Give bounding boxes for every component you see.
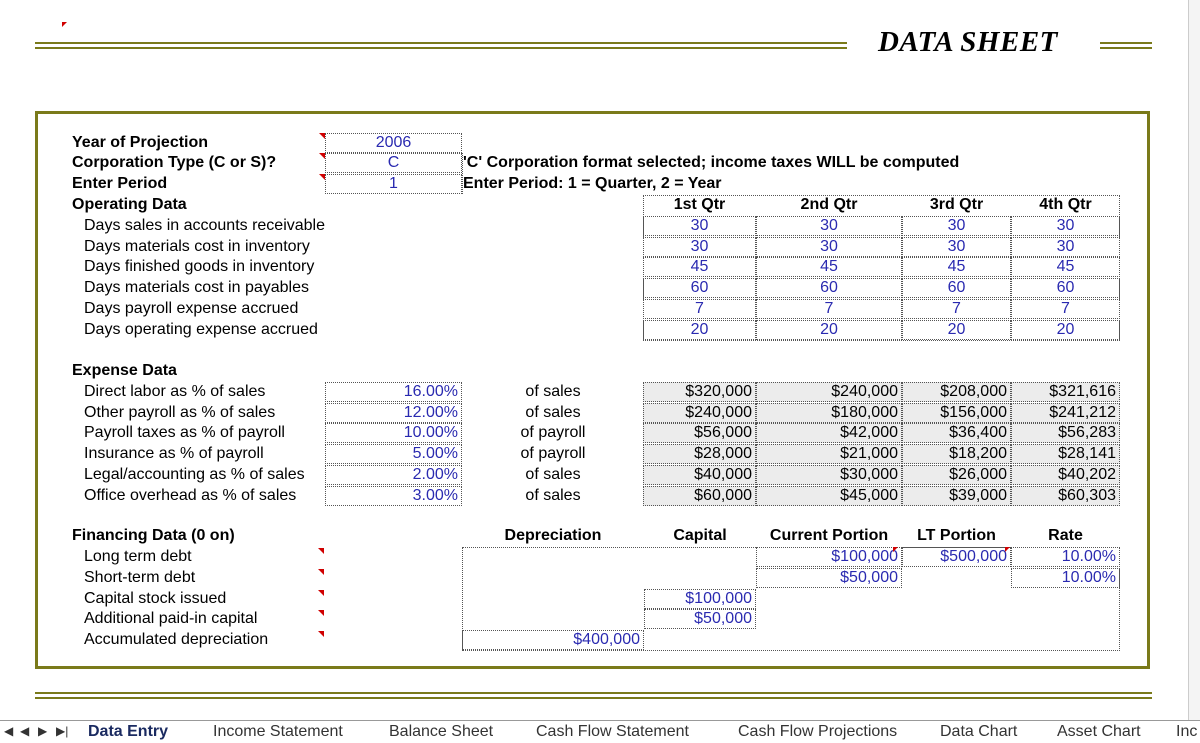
operating-row-label: Days finished goods in inventory — [84, 258, 315, 276]
operating-value-cell[interactable]: 20 — [902, 320, 1011, 340]
operating-value-cell[interactable]: 30 — [756, 237, 902, 257]
expense-value-cell: $21,000 — [756, 444, 902, 464]
expense-value-cell: $39,000 — [902, 486, 1011, 506]
operating-value-cell[interactable]: 30 — [902, 237, 1011, 257]
expense-pct-input[interactable]: 12.00% — [325, 403, 462, 423]
expense-value-cell: $26,000 — [902, 465, 1011, 485]
expense-value-cell: $56,283 — [1011, 423, 1120, 443]
qtr4-header: 4th Qtr — [1039, 196, 1092, 213]
expense-value-cell: $30,000 — [756, 465, 902, 485]
operating-value-cell[interactable]: 7 — [756, 299, 902, 319]
operating-value-cell[interactable]: 30 — [902, 216, 1011, 236]
expense-pct-input[interactable]: 5.00% — [325, 444, 462, 464]
capital-stock-input[interactable]: $100,000 — [644, 589, 756, 609]
expense-value-cell: $60,000 — [643, 486, 756, 506]
title-rule-right-2 — [1100, 47, 1152, 49]
operating-value-cell[interactable]: 30 — [643, 216, 756, 236]
long-term-debt-label: Long term debt — [84, 548, 192, 565]
qtr2-header: 2nd Qtr — [800, 196, 858, 213]
operating-value-cell[interactable]: 7 — [1011, 299, 1120, 319]
depreciation-header: Depreciation — [504, 527, 602, 544]
expense-basis-label: of payroll — [520, 445, 586, 463]
tab-income-statement[interactable]: Income Statement — [213, 723, 343, 740]
paid-in-capital-input[interactable]: $50,000 — [644, 609, 756, 629]
comment-marker — [318, 631, 324, 637]
first-sheet-icon[interactable]: ◀ — [4, 724, 14, 738]
capital-header: Capital — [673, 527, 727, 544]
long-term-debt-rate[interactable]: 10.00% — [1011, 547, 1120, 567]
enter-period-label: Enter Period — [72, 175, 168, 192]
lt-portion-header: LT Portion — [917, 527, 996, 544]
operating-value-cell[interactable]: 60 — [643, 278, 756, 298]
expense-value-cell: $45,000 — [756, 486, 902, 506]
expense-basis-label: of sales — [525, 383, 581, 400]
operating-row-label: Days payroll expense accrued — [84, 299, 299, 317]
operating-value-cell[interactable]: 20 — [756, 320, 902, 340]
expense-pct-input[interactable]: 3.00% — [325, 486, 462, 506]
expense-value-cell: $320,000 — [643, 382, 756, 402]
expense-value-cell: $40,202 — [1011, 465, 1120, 485]
tab-balance-sheet[interactable]: Balance Sheet — [389, 723, 494, 740]
comment-marker — [1005, 547, 1010, 552]
corporation-type-label: Corporation Type (C or S)? — [72, 154, 277, 171]
expense-row-label: Other payroll as % of sales — [84, 403, 276, 421]
operating-value-cell[interactable]: 60 — [902, 278, 1011, 298]
operating-row-label: Days operating expense accrued — [84, 320, 318, 338]
operating-value-cell[interactable]: 20 — [1011, 320, 1120, 340]
comment-marker — [318, 590, 324, 596]
tab-data-chart[interactable]: Data Chart — [940, 723, 1018, 740]
operating-row-label: Days materials cost in payables — [84, 279, 309, 297]
comment-marker — [318, 610, 324, 616]
bottom-rule-2 — [35, 697, 1152, 699]
expense-basis-label: of sales — [525, 486, 581, 504]
expense-value-cell: $60,303 — [1011, 486, 1120, 506]
expense-row-label: Payroll taxes as % of payroll — [84, 424, 285, 442]
operating-row-label: Days sales in accounts receivable — [84, 217, 326, 234]
rate-header: Rate — [1048, 527, 1083, 544]
enter-period-note: Enter Period: 1 = Quarter, 2 = Year — [463, 175, 722, 192]
expense-value-cell: $240,000 — [756, 382, 902, 402]
expense-value-cell: $42,000 — [756, 423, 902, 443]
expense-basis-label: of sales — [525, 465, 581, 483]
note-border — [462, 153, 463, 194]
expense-row-label: Direct labor as % of sales — [84, 383, 266, 400]
operating-value-cell[interactable]: 7 — [902, 299, 1011, 319]
operating-row-label: Days materials cost in inventory — [84, 237, 310, 255]
expense-value-cell: $156,000 — [902, 403, 1011, 423]
comment-marker — [893, 547, 898, 552]
expense-pct-input[interactable]: 10.00% — [325, 423, 462, 443]
operating-value-cell[interactable]: 45 — [643, 257, 756, 277]
last-sheet-icon[interactable]: ▶| — [56, 724, 69, 738]
tab-cash-flow-projections[interactable]: Cash Flow Projections — [738, 723, 898, 740]
tab-data-entry[interactable]: Data Entry — [88, 723, 169, 740]
operating-value-cell[interactable]: 45 — [902, 257, 1011, 277]
long-term-debt-lt[interactable]: $500,000 — [902, 547, 1011, 567]
tab-cash-flow-statement[interactable]: Cash Flow Statement — [536, 723, 689, 740]
operating-value-cell[interactable]: 60 — [1011, 278, 1120, 298]
long-term-debt-current[interactable]: $100,000 — [756, 547, 902, 567]
expense-row-label: Legal/accounting as % of sales — [84, 465, 305, 483]
bottom-rule — [35, 692, 1152, 694]
tab-asset-chart[interactable]: Asset Chart — [1057, 723, 1141, 740]
qtr1-header: 1st Qtr — [673, 196, 726, 213]
expense-row-label: Office overhead as % of sales — [84, 486, 297, 504]
corporation-type-input[interactable]: C — [325, 153, 462, 173]
expense-data-heading: Expense Data — [72, 362, 177, 379]
operating-data-heading: Operating Data — [72, 196, 187, 213]
expense-value-cell: $40,000 — [643, 465, 756, 485]
expense-value-cell: $321,616 — [1011, 382, 1120, 402]
title-rule-left-2 — [35, 47, 847, 49]
comment-marker — [62, 22, 67, 27]
financing-data-heading: Financing Data (0 on) — [72, 527, 235, 544]
accumulated-depreciation-label: Accumulated depreciation — [84, 631, 269, 648]
expense-pct-input[interactable]: 16.00% — [325, 382, 462, 402]
expense-basis-label: of payroll — [520, 424, 586, 442]
operating-value-cell[interactable]: 45 — [1011, 257, 1120, 277]
expense-value-cell: $180,000 — [756, 403, 902, 423]
page-title: DATA SHEET — [878, 26, 1058, 58]
short-term-debt-label: Short-term debt — [84, 569, 196, 586]
operating-value-cell[interactable]: 60 — [756, 278, 902, 298]
operating-value-cell[interactable]: 7 — [643, 299, 756, 319]
comment-marker — [318, 548, 324, 554]
short-term-debt-rate[interactable]: 10.00% — [1011, 568, 1120, 588]
expense-value-cell: $28,000 — [643, 444, 756, 464]
corporation-type-note: 'C' Corporation format selected; income taxes WILL be computed — [463, 154, 960, 171]
operating-value-cell[interactable]: 30 — [1011, 237, 1120, 257]
expense-value-cell: $241,212 — [1011, 403, 1120, 423]
operating-value-cell[interactable]: 30 — [1011, 216, 1120, 236]
operating-value-cell[interactable]: 30 — [643, 237, 756, 257]
enter-period-input[interactable]: 1 — [325, 174, 462, 194]
accumulated-depreciation-input[interactable]: $400,000 — [462, 630, 644, 650]
short-term-debt-current[interactable]: $50,000 — [756, 568, 902, 588]
qtr3-header: 3rd Qtr — [929, 196, 984, 213]
expense-value-cell: $18,200 — [902, 444, 1011, 464]
vertical-scrollbar[interactable] — [1188, 0, 1200, 720]
expense-row-label: Insurance as % of payroll — [84, 445, 264, 463]
expense-value-cell: $240,000 — [643, 403, 756, 423]
expense-value-cell: $208,000 — [902, 382, 1011, 402]
operating-value-cell[interactable]: 20 — [643, 320, 756, 340]
title-rule-right — [1100, 42, 1152, 44]
next-sheet-icon[interactable]: ▶ — [38, 724, 48, 738]
expense-value-cell: $56,000 — [643, 423, 756, 443]
sheet-tab-bar — [0, 720, 1200, 741]
expense-basis-label: of sales — [525, 403, 581, 421]
comment-marker — [318, 569, 324, 575]
expense-value-cell: $28,141 — [1011, 444, 1120, 464]
year-of-projection-label: Year of Projection — [72, 134, 209, 151]
tab-inc[interactable]: Inc — [1176, 723, 1198, 740]
title-rule-left — [35, 42, 847, 44]
expense-pct-input[interactable]: 2.00% — [325, 465, 462, 485]
operating-value-cell[interactable]: 45 — [756, 257, 902, 277]
prev-sheet-icon[interactable]: ◀ — [20, 724, 30, 738]
paid-in-capital-label: Additional paid-in capital — [84, 610, 258, 627]
operating-value-cell[interactable]: 30 — [756, 216, 902, 236]
expense-value-cell: $36,400 — [902, 423, 1011, 443]
year-of-projection-input[interactable]: 2006 — [325, 133, 462, 153]
current-portion-header: Current Portion — [769, 527, 889, 544]
capital-stock-label: Capital stock issued — [84, 590, 227, 607]
